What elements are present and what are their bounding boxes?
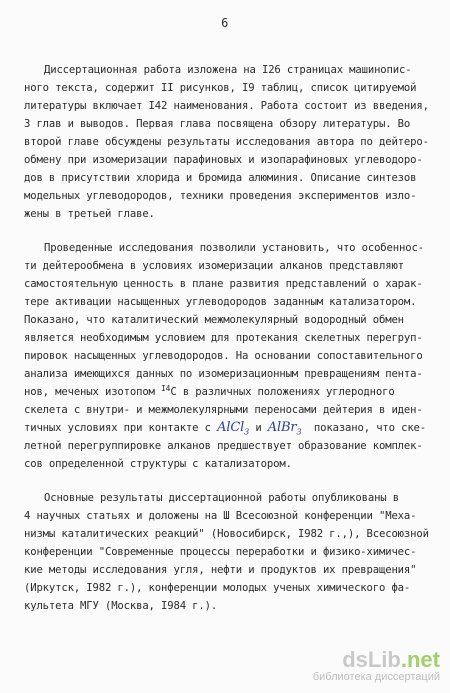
text-fragment: C в различных положениях углеродного bbox=[170, 386, 395, 398]
text-line: жены в третьей главе. bbox=[24, 208, 155, 220]
text-line: второй главе обсуждены результаты исследования автора по дейтеро- bbox=[24, 136, 429, 148]
text-line-formulas bbox=[24, 422, 426, 439]
text-line: литературы включает I42 наименования. Работа состоит из введения, bbox=[24, 100, 429, 112]
text-line: является необходимым условием для протекания скелетных перегруп- bbox=[24, 332, 423, 344]
text-line: Показано, что каталитический межмолекулярный водородный обмен bbox=[24, 314, 404, 326]
text-line: ти дейтерообмена в условиях изомеризации алканов представляют bbox=[24, 260, 404, 272]
isotope-superscript: I4 bbox=[161, 384, 171, 393]
logo-main: dsLib bbox=[342, 647, 401, 672]
text-line: скелета с внутри- и межмолекулярными переносами дейтерия в иден- bbox=[24, 404, 423, 416]
text-line: сов определенной структуры с катализатором. bbox=[24, 458, 292, 470]
text-line: Диссертационная работа изложена на I26 страницах машинопис- bbox=[44, 64, 412, 76]
formula-text: AlCl bbox=[217, 420, 245, 435]
text-line: тере активации насыщенных углеводородов заданным катализатором. bbox=[24, 296, 417, 308]
text-line: анализа имеющихся данных по изомеризационным превращениям пента- bbox=[24, 368, 423, 380]
handwritten-formula-albr3 bbox=[268, 420, 302, 435]
text-fragment: нов, меченых изотопом bbox=[24, 386, 162, 398]
text-line: 4 научных статьях и доложены на Ш Всесоюзной конференции "Меха- bbox=[24, 510, 417, 522]
text-line: 3 глав и выводов. Первая глава посвящена обзору литературы. Во bbox=[24, 118, 411, 130]
text-line: обмену при изомеризации парафиновых и изопарафиновых углеводоро- bbox=[24, 154, 423, 166]
handwritten-formula-alcl3 bbox=[217, 420, 249, 435]
text-line: конференции "Современные процессы переработки и физико-химичес- bbox=[24, 546, 417, 558]
page-number: 6 bbox=[221, 16, 229, 30]
text-line: летной перегруппировке алканов предшествует образование комплек- bbox=[24, 440, 423, 452]
text-line: модельных углеводородов, техники проведения экспериментов изло- bbox=[24, 190, 417, 202]
formula-subscript: 3 bbox=[296, 427, 302, 437]
watermark-subtitle: библиотека диссертаций bbox=[312, 671, 440, 683]
text-line: (Иркутск, I982 г.), конференции молодых ученых химического фа- bbox=[24, 582, 411, 594]
text-line: ного текста, содержит II рисунков, I9 таблиц, список цитируемой bbox=[24, 82, 417, 94]
dslib-watermark[interactable] bbox=[313, 649, 440, 683]
text-fragment: тичных условиях при контакте с bbox=[24, 422, 218, 434]
text-line: пировок насыщенных углеводородов. На основании сопоставительного bbox=[24, 350, 423, 362]
text-line-isotope bbox=[24, 386, 395, 399]
text-line: культета МГУ (Москва, I984 г.). bbox=[24, 600, 218, 612]
dslib-logo bbox=[313, 649, 440, 671]
formula-subscript: 3 bbox=[244, 427, 250, 437]
logo-accent: .net bbox=[400, 647, 440, 672]
text-fragment: показано, что ске- bbox=[301, 422, 427, 434]
text-line: низмы каталитических реакций" (Новосибирск, I982 г.,), Всесоюзной bbox=[24, 528, 429, 540]
formula-text: AlBr bbox=[267, 420, 297, 435]
text-line: кие методы исследования угля, нефти и продуктов их превращения" bbox=[24, 564, 417, 576]
text-line: Основные результаты диссертационной работы опубликованы в bbox=[44, 492, 399, 504]
text-fragment: и bbox=[249, 422, 268, 434]
text-line: Проведенные исследования позволили установить, что особеннос- bbox=[44, 242, 424, 254]
text-line: самостоятельную ценность в плане развития представлений о харак- bbox=[24, 278, 423, 290]
text-line: дов в присутствии хлорида и бромида алюминия. Описание синтезов bbox=[24, 172, 417, 184]
